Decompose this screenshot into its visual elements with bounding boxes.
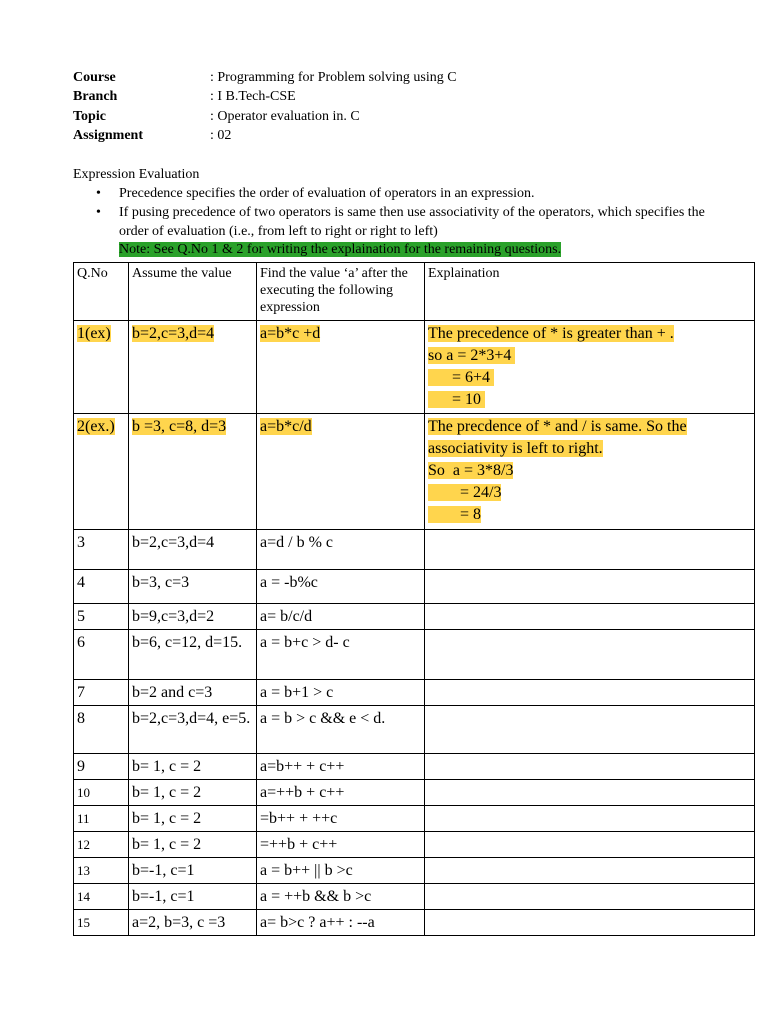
table-row [74,680,755,706]
table-row-example-1 [74,321,755,414]
expr-cell [257,321,425,414]
header-key: Course [73,69,116,85]
table-row-example-2 [74,414,755,530]
explanation-cell[interactable] [425,680,755,706]
header-assume: Assume the value [129,263,257,321]
explanation-cell[interactable] [425,780,755,806]
qno-cell: 6 [74,630,129,680]
bullet-item [73,184,713,203]
table-row [74,832,755,858]
qno-cell: 5 [74,604,129,630]
table-row [74,806,755,832]
bullet-text: Precedence specifies the order of evaluation of operators in an expression. [119,186,535,201]
assume-cell: b= 1, c = 2 [129,754,257,780]
explanation-line: = 8 [428,506,482,523]
explanation-cell[interactable] [425,604,755,630]
assume-cell: b=2,c=3,d=4 [129,530,257,570]
qno-cell: 3 [74,530,129,570]
assume-text: b=2,c=3,d=4 [132,325,215,342]
assume-cell: b=6, c=12, d=15. [129,630,257,680]
header-find: Find the value ‘a’ after the executing the following expression [257,263,425,321]
explanation-line: = 6+4 [428,369,495,386]
bullet-item [73,203,713,241]
header-value: : Programming for Problem solving using C [210,69,457,85]
header-value: : Operator evaluation in. C [210,108,360,124]
qno-cell: 11 [74,806,129,832]
explanation-cell[interactable] [425,832,755,858]
qno-cell: 8 [74,706,129,754]
assume-cell [129,321,257,414]
qno-cell [74,414,129,530]
header-value: : I B.Tech-CSE [210,89,296,105]
explanation-cell[interactable] [425,630,755,680]
expr-cell [257,414,425,530]
header-key: Topic [73,108,106,124]
expression-evaluation-section [73,165,713,258]
qno-cell: 12 [74,832,129,858]
header-key: Branch [73,89,118,105]
assume-cell [129,414,257,530]
header-key: Assignment [73,128,144,144]
qno-cell [74,321,129,414]
qno-cell: 9 [74,754,129,780]
table-header-row [74,263,755,321]
explanation-cell [425,414,755,530]
bullet-list [73,184,713,241]
expr-cell: a = ++b && b >c [257,884,425,910]
header-row-course [73,68,693,88]
expr-cell: a = b+c > d- c [257,630,425,680]
qno-text: 1(ex) [77,325,111,342]
explanation-cell[interactable] [425,530,755,570]
qno-cell: 15 [74,910,129,936]
expr-cell: a = b++ || b >c [257,858,425,884]
header-row-branch [73,88,693,108]
explanation-line: The precedence of * is greater than + . [428,325,674,342]
explanation-cell[interactable] [425,570,755,604]
expr-cell: a = -b%c [257,570,425,604]
assume-cell: b= 1, c = 2 [129,780,257,806]
table-row [74,530,755,570]
assume-cell: b=2,c=3,d=4, e=5. [129,706,257,754]
table-row [74,630,755,680]
assume-cell: b=2 and c=3 [129,680,257,706]
table-row [74,604,755,630]
assume-cell: b= 1, c = 2 [129,832,257,858]
table-row [74,780,755,806]
header-qno: Q.No [74,263,129,321]
bullet-icon: • [96,205,101,220]
qno-cell: 14 [74,884,129,910]
qno-cell: 4 [74,570,129,604]
explanation-cell[interactable] [425,910,755,936]
bullet-icon: • [96,186,101,201]
table-row [74,706,755,754]
explanation-line: So a = 3*8/3 [428,462,514,479]
assume-cell: a=2, b=3, c =3 [129,910,257,936]
explanation-cell[interactable] [425,858,755,884]
expr-cell: a = b+1 > c [257,680,425,706]
questions-table [73,262,755,936]
expr-cell: a=b++ + c++ [257,754,425,780]
expr-cell: =b++ + ++c [257,806,425,832]
expr-text: a=b*c +d [260,325,321,342]
explanation-line: = 10 [428,391,486,408]
qno-cell: 7 [74,680,129,706]
assume-cell: b= 1, c = 2 [129,806,257,832]
expr-text: a=b*c/d [260,418,312,435]
table-row [74,754,755,780]
assume-cell: b=-1, c=1 [129,858,257,884]
assume-cell: b=-1, c=1 [129,884,257,910]
table-row [74,858,755,884]
header-value: : 02 [210,128,232,144]
explanation-cell[interactable] [425,884,755,910]
qno-text: 2(ex.) [77,418,115,435]
qno-cell: 10 [74,780,129,806]
explanation-cell [425,321,755,414]
expr-cell: a=d / b % c [257,530,425,570]
explanation-cell[interactable] [425,806,755,832]
section-title: Expression Evaluation [73,167,200,182]
expr-cell: =++b + c++ [257,832,425,858]
explanation-line: = 24/3 [428,484,502,501]
header-row-assignment [73,127,693,147]
qno-cell: 13 [74,858,129,884]
header-row-topic [73,107,693,127]
assume-cell: b=3, c=3 [129,570,257,604]
table-row [74,570,755,604]
explanation-line: associativity is left to right. [428,440,603,457]
note-text: Note: See Q.No 1 & 2 for writing the explaination for the remaining questions. [119,242,562,257]
expr-cell: a= b/c/d [257,604,425,630]
table-row [74,910,755,936]
bullet-text: If pusing precedence of two operators is same then use associativity of the operators, which specifies the order of evaluation (i.e., from left to right or right to left) [119,205,705,239]
assume-cell: b=9,c=3,d=2 [129,604,257,630]
explanation-cell[interactable] [425,754,755,780]
header-explanation: Explaination [425,263,755,321]
explanation-line: so a = 2*3+4 [428,347,516,364]
assume-text: b =3, c=8, d=3 [132,418,227,435]
document-header [73,68,693,146]
table-row [74,884,755,910]
expr-cell: a = b > c && e < d. [257,706,425,754]
note [119,241,713,258]
explanation-line: The precdence of * and / is same. So the [428,418,687,435]
explanation-cell[interactable] [425,706,755,754]
expr-cell: a= b>c ? a++ : --a [257,910,425,936]
expr-cell: a=++b + c++ [257,780,425,806]
